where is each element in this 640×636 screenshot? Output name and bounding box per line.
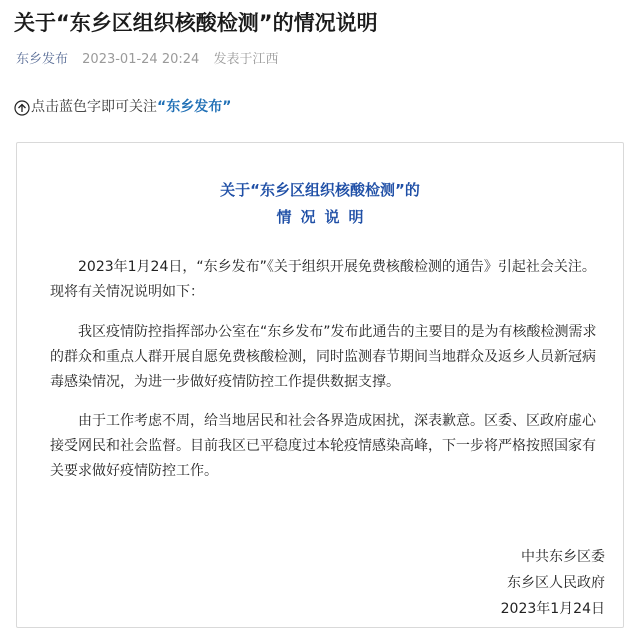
follow-account-link[interactable]: “东乡发布”: [157, 99, 232, 115]
account-name-link[interactable]: 东乡发布: [16, 52, 69, 67]
notice-box: [16, 142, 624, 628]
up-arrow-circle-icon: [14, 100, 30, 116]
article-title: 关于“东乡区组织核酸检测”的情况说明: [14, 11, 378, 35]
signatory-party-committee: 中共东乡区委: [521, 549, 605, 565]
signatory-government: 东乡区人民政府: [507, 575, 605, 591]
notice-paragraph-1: 2023年1月24日，“东乡发布”《关于组织开展免费核酸检测的通告》引起社会关注。现将有关情况说明如下：: [50, 259, 596, 300]
article-meta: [16, 52, 278, 68]
notice-heading-line2: 情况说明: [276, 208, 373, 226]
follow-prompt-text: 点击蓝色字即可关注: [31, 99, 157, 115]
publish-date: 2023-01-24 20:24: [82, 52, 200, 67]
sign-date: 2023年1月24日: [500, 601, 605, 617]
notice-heading-line1: 关于“东乡区组织核酸检测”的: [220, 181, 420, 199]
follow-prompt: [14, 98, 231, 116]
notice-paragraph-2: 我区疫情防控指挥部办公室在“东乡发布”发布此通告的主要目的是为有核酸检测需求的群众和重点人群开展自愿免费核酸检测，同时监测春节期间当地群众及返乡人员新冠病毒感染情况，为进一步做好疫情防控工作提供数据支撑。: [50, 324, 597, 390]
publish-location: 发表于江西: [213, 52, 279, 67]
notice-paragraph-3: 由于工作考虑不周，给当地居民和社会各界造成困扰，深表歉意。区委、区政府虚心接受网民和社会监督。目前我区已平稳度过本轮疫情感染高峰，下一步将严格按照国家有关要求做好疫情防控工作。: [50, 413, 596, 479]
